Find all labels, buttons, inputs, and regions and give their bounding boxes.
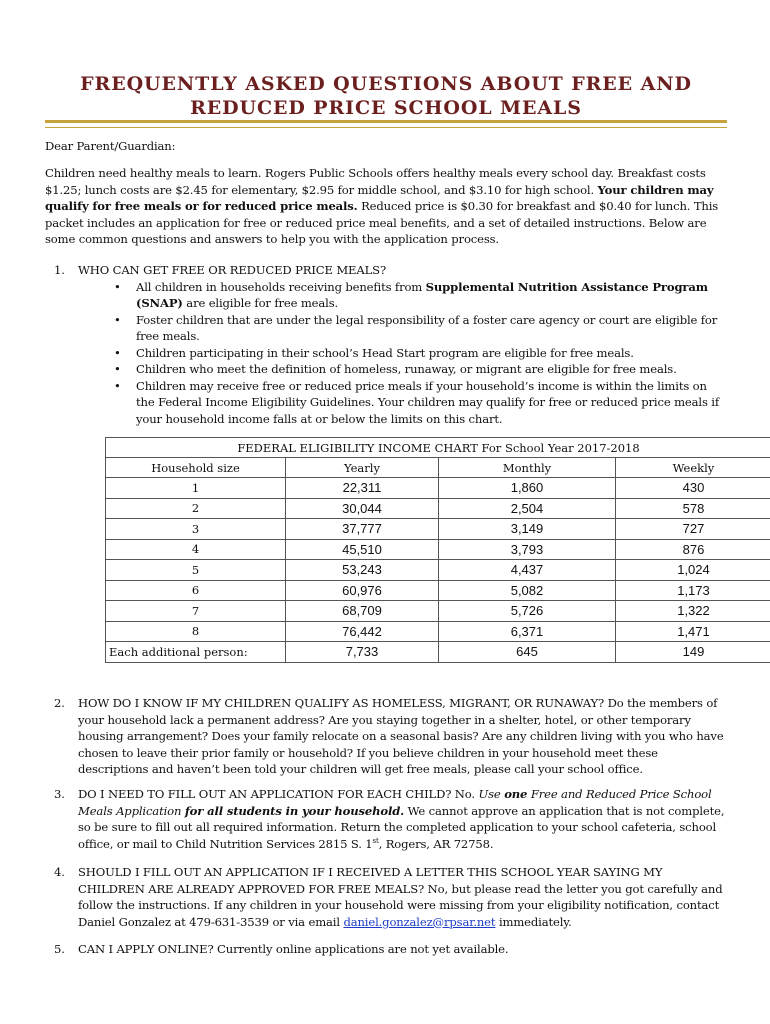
eligibility-list: [114, 279, 727, 428]
answer-text: , Rogers, AR 72758.: [378, 836, 494, 851]
italic-text: Free and Reduced Price School Meals Application: [78, 787, 712, 818]
question-text: [78, 786, 727, 852]
table-row: [106, 498, 770, 519]
list-item: [114, 345, 727, 362]
question-text: [78, 864, 727, 930]
table-row: [106, 642, 770, 663]
question-5: [45, 941, 727, 958]
column-header: Yearly: [286, 458, 439, 478]
title-line-1: FREQUENTLY ASKED QUESTIONS ABOUT FREE AND: [80, 73, 692, 95]
superscript: st: [372, 836, 379, 845]
chart-header-row: [106, 458, 770, 478]
bullet-icon: •: [114, 378, 121, 393]
question-3: [45, 786, 727, 852]
item-text: Children participating in their school’s Head Start program are eligible for free meals.: [136, 345, 634, 360]
intro-paragraph: [45, 165, 727, 248]
table-row: [106, 560, 770, 581]
question-2: [45, 695, 727, 778]
cell: 5: [106, 560, 286, 581]
cell: 5,726: [439, 601, 616, 622]
cell: 6,371: [439, 621, 616, 642]
table-row: [106, 601, 770, 622]
bold-italic-text: one: [504, 787, 528, 801]
cell: 8: [106, 621, 286, 642]
cell: Each additional person:: [106, 642, 286, 663]
cell: 30,044: [286, 498, 439, 519]
item-text: Foster children that are under the legal responsibility of a foster care agency or court are eligible for free meals.: [136, 312, 718, 343]
cell: 53,243: [286, 560, 439, 581]
cell: 1,471: [616, 621, 770, 642]
cell: 1,024: [616, 560, 770, 581]
column-header: Monthly: [439, 458, 616, 478]
column-header: Household size: [106, 458, 286, 478]
cell: 3: [106, 519, 286, 540]
cell: 45,510: [286, 539, 439, 560]
answer-text: immediately.: [495, 914, 572, 929]
cell: 1,860: [439, 478, 616, 499]
item-text: All children in households receiving benefits from: [136, 279, 426, 294]
item-text: Children who meet the definition of homeless, runaway, or migrant are eligible for free meals.: [136, 362, 677, 376]
cell: 68,709: [286, 601, 439, 622]
question-number: 1.: [54, 263, 65, 277]
bullet-icon: •: [114, 312, 121, 327]
list-item: [114, 361, 727, 378]
answer-text: We cannot approve an application that is not complete, so be sure to fill out all required information. Return the completed application to your school cafeteria, school office, or mail to Child Nutrition Services 2815 S. 1: [78, 803, 725, 851]
answer-text: SHOULD I FILL OUT AN APPLICATION IF I RECEIVED A LETTER THIS SCHOOL YEAR SAYING MY CHILDREN ARE ALREADY APPROVED FOR FREE MEALS? No, but please read the letter you got carefully and follow the instructions. If any children in your household were missing from your eligibility notification, contact Daniel Gonzalez at 479-631-3539 or via email: [78, 865, 723, 929]
list-item: [114, 279, 727, 312]
table-row: [106, 621, 770, 642]
cell: 4: [106, 539, 286, 560]
greeting: Dear Parent/Guardian:: [45, 139, 176, 153]
cell: 2,504: [439, 498, 616, 519]
cell: 7: [106, 601, 286, 622]
chart-caption: FEDERAL ELIGIBILITY INCOME CHART For School Year 2017-2018: [106, 438, 770, 458]
cell: 727: [616, 519, 770, 540]
table-row: [106, 519, 770, 540]
intro-bold: Your children may qualify for free meals or for reduced price meals.: [45, 182, 714, 213]
list-item: [114, 378, 727, 428]
cell: 1: [106, 478, 286, 499]
cell: 1,173: [616, 580, 770, 601]
cell: 60,976: [286, 580, 439, 601]
table-row: [106, 478, 770, 499]
question-number: 4.: [54, 865, 65, 879]
intro-text-2: Reduced price is $0.30 for breakfast and $0.40 for lunch. This packet includes an application for free or reduced price meal benefits, and a set of detailed instructions. Below are some common questions and answers to help you with the application process.: [45, 199, 719, 246]
cell: 76,442: [286, 621, 439, 642]
cell: 876: [616, 539, 770, 560]
cell: 430: [616, 478, 770, 499]
item-text: are eligible for free meals.: [182, 296, 339, 310]
cell: 4,437: [439, 560, 616, 581]
question-number: 5.: [54, 942, 65, 956]
title-line-2: REDUCED PRICE SCHOOL MEALS: [190, 97, 582, 119]
cell: 149: [616, 642, 770, 663]
cell: 3,793: [439, 539, 616, 560]
cell: 3,149: [439, 519, 616, 540]
bullet-icon: •: [114, 362, 121, 376]
bullet-icon: •: [114, 279, 121, 294]
question-number: 3.: [54, 787, 65, 801]
question-4: [45, 864, 727, 930]
email-link[interactable]: daniel.gonzalez@rpsar.net: [343, 914, 496, 929]
column-header: Weekly: [616, 458, 770, 478]
table-row: [106, 539, 770, 560]
cell: 2: [106, 498, 286, 519]
cell: 7,733: [286, 642, 439, 663]
cell: 6: [106, 580, 286, 601]
question-text: CAN I APPLY ONLINE? Currently online applications are not yet available.: [78, 942, 509, 956]
cell: 22,311: [286, 478, 439, 499]
cell: 37,777: [286, 519, 439, 540]
intro-text: Children need healthy meals to learn. Rogers Public Schools offers healthy meals every school day. Breakfast costs $1.25; lunch costs are $2.45 for elementary, $2.95 for middle school, and $3.10 for high school.: [45, 166, 706, 197]
cell: 1,322: [616, 601, 770, 622]
question-text: HOW DO I KNOW IF MY CHILDREN QUALIFY AS HOMELESS, MIGRANT, OR RUNAWAY? Do the members of your household lack a permanent address? Are you staying together in a shelter, hotel, or other temporary housing arrangement? Does your family relocate on a seasonal basis? Are any children living with you who have chosen to leave their prior family or household? If you believe children in your household meet these descriptions and haven’t been told your children will get free meals, please call your school office.: [78, 696, 724, 776]
item-bold: Supplemental Nutrition Assistance Program (SNAP): [136, 279, 708, 310]
income-eligibility-chart: [105, 437, 770, 663]
cell: 5,082: [439, 580, 616, 601]
cell: 645: [439, 642, 616, 663]
title-divider: [45, 120, 727, 127]
question-1: [45, 262, 727, 427]
page-title: [45, 72, 727, 120]
chart-caption-row: [106, 438, 770, 458]
list-item: [114, 312, 727, 345]
question-heading: WHO CAN GET FREE OR REDUCED PRICE MEALS?: [78, 263, 387, 277]
question-number: 2.: [54, 696, 65, 710]
item-text: Children may receive free or reduced price meals if your household’s income is within the limits on the Federal Income Eligibility Guidelines. Your children may qualify for free or reduced price meals if your household income falls at or below the limits on this chart.: [136, 378, 719, 426]
bold-italic-text: for all students in your household.: [184, 803, 405, 818]
italic-text: Use: [478, 787, 505, 801]
cell: 578: [616, 498, 770, 519]
bullet-icon: •: [114, 345, 121, 360]
question-heading: DO I NEED TO FILL OUT AN APPLICATION FOR EACH CHILD? No.: [78, 787, 479, 801]
table-row: [106, 580, 770, 601]
